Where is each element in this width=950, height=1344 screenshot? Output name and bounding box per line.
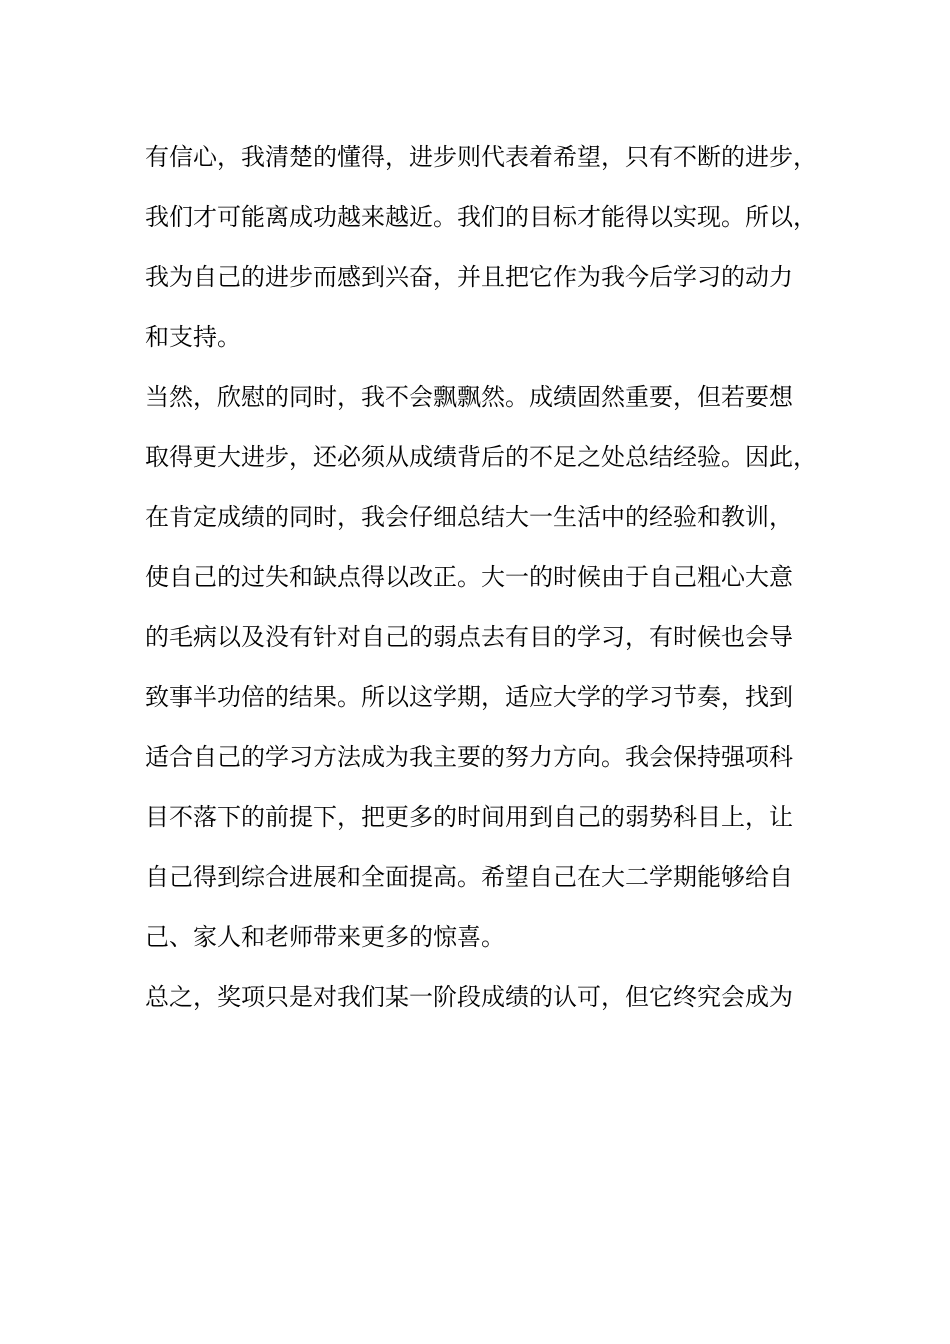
text-line: 我为自己的进步而感到兴奋，并且把它作为我今后学习的动力: [145, 263, 793, 291]
text-line: 总之，奖项只是对我们某一阶段成绩的认可，但它终究会成为: [145, 983, 793, 1011]
paragraph-1: [145, 127, 845, 367]
text-line: 适合自己的学习方法成为我主要的努力方向。我会保持强项科: [145, 743, 793, 771]
text-line: 有信心，我清楚的懂得，进步则代表着希望，只有不断的进步，: [145, 143, 817, 171]
text-line: 致事半功倍的结果。所以这学期，适应大学的学习节奏，找到: [145, 683, 793, 711]
text-line: 的毛病以及没有针对自己的弱点去有目的学习，有时候也会导: [145, 623, 793, 651]
text-line: 我们才可能离成功越来越近。我们的目标才能得以实现。所以，: [145, 203, 817, 231]
text-line: 己、家人和老师带来更多的惊喜。: [145, 923, 505, 951]
text-line: 和支持。: [145, 323, 241, 351]
text-line: 当然，欣慰的同时，我不会飘飘然。成绩固然重要，但若要想: [145, 383, 793, 411]
text-line: 使自己的过失和缺点得以改正。大一的时候由于自己粗心大意: [145, 563, 793, 591]
text-line: 目不落下的前提下，把更多的时间用到自己的弱势科目上，让: [145, 803, 793, 831]
paragraph-3: [145, 967, 845, 1027]
text-line: 自己得到综合进展和全面提高。希望自己在大二学期能够给自: [145, 863, 793, 891]
text-line: 取得更大进步，还必须从成绩背后的不足之处总结经验。因此，: [145, 443, 817, 471]
text-line: 在肯定成绩的同时，我会仔细总结大一生活中的经验和教训，: [145, 503, 793, 531]
paragraph-2: [145, 367, 845, 967]
body-text: [145, 127, 845, 1027]
